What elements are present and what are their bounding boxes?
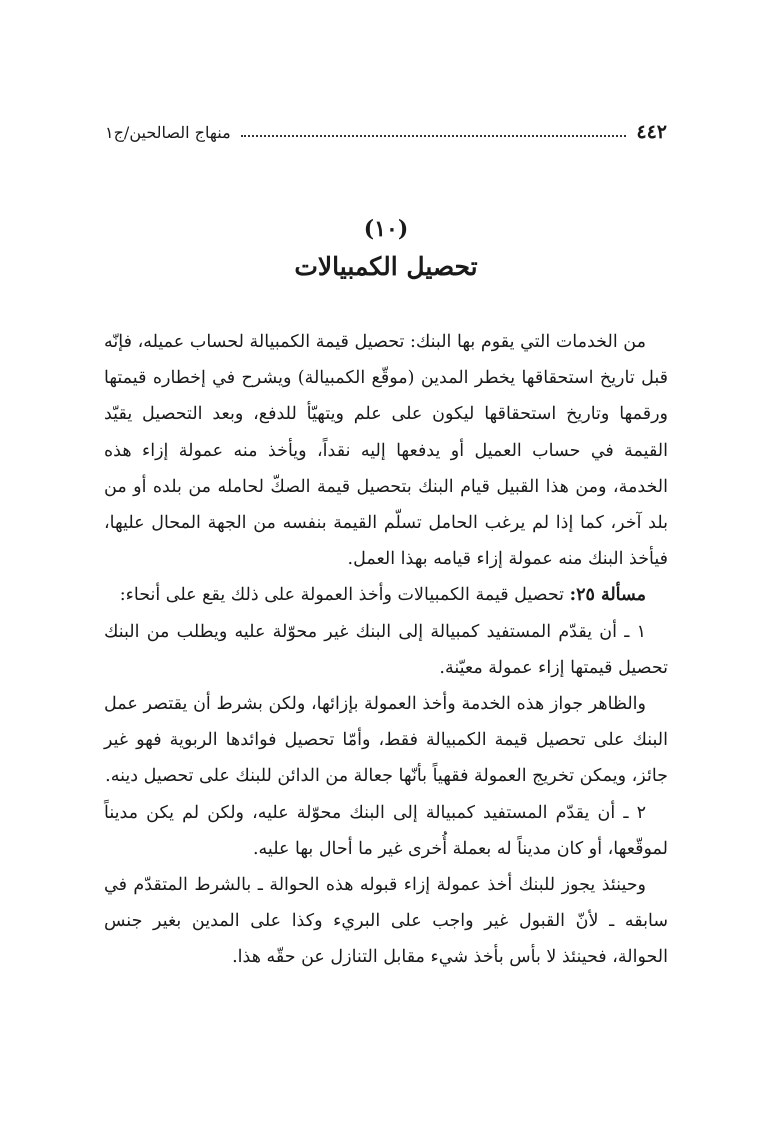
page-number: ٤٤٢ — [636, 121, 667, 143]
paragraph-ruling-2: وحينئذ يجوز للبنك أخذ عمولة إزاء قبوله هذه الحوالة ـ بالشرط المتقدّم في سابقه ـ لأنّ القبول غير واجب على البريء وكذا على المدين بغير جنس الحوالة، فحينئذ لا بأس بأخذ شيء مقابل التنازل عن حقّه هذا. — [104, 875, 668, 968]
paragraph-ruling-1: والظاهر جواز هذه الخدمة وأخذ العمولة بإزائها، ولكن بشرط أن يقتصر عمل البنك على تحصيل قيمة الكمبيالة فقط، وأمّا تحصيل فوائدها الربوية فهو غير جائز، ويمكن تخريج العمولة فقهياً بأنّها جعالة من الدائن للبنك على تحصيل دينه. — [104, 694, 668, 787]
book-title: منهاج الصالحين/ج١ — [105, 122, 231, 142]
body-text — [104, 324, 668, 976]
paragraph-case-2: ٢ ـ أن يقدّم المستفيد كمبيالة إلى البنك محوّلة عليه، ولكن لم يكن مديناً لموقّعها، أو كان مديناً له بعملة أُخرى غير ما أحال بها عليه. — [104, 802, 668, 859]
masala-label: مسألة ٢٥: — [569, 585, 646, 606]
paragraph-intro: من الخدمات التي يقوم بها البنك: تحصيل قيمة الكمبيالة لحساب عميله، فإنّه قبل تاريخ استحقاقها يخطر المدين (موقّع الكمبيالة) ويشرح في إخطاره قيمتها ورقمها وتاريخ استحقاقها ليكون على علم ويتهيّأ للدفع، وبعد التحصيل يقيّد القيمة في حساب العميل أو يدفعها إليه نقداً، ويأخذ منه عمولة إزاء هذه الخدمة، ومن هذا القبيل قيام البنك بتحصيل قيمة الصكّ لحامله من بلده أو من بلد آخر، كما إذا لم يرغب الحامل تسلّم القيمة بنفسه من الجهة المحال عليها، فيأخذ البنك منه عمولة إزاء قيامه بهذا العمل. — [104, 332, 668, 570]
chapter-number: (١٠) — [363, 216, 409, 242]
chapter-title: تحصيل الكمبيالات — [294, 252, 478, 281]
masala-heading — [104, 577, 668, 613]
header-dot-leader — [241, 135, 627, 137]
running-header — [105, 118, 667, 146]
masala-text: تحصيل قيمة الكمبيالات وأخذ العمولة على ذلك يقع على أنحاء: — [119, 585, 570, 606]
paragraph-case-1: ١ ـ أن يقدّم المستفيد كمبيالة إلى البنك غير محوّلة عليه ويطلب من البنك تحصيل قيمتها إزاء عمولة معيّنة. — [104, 621, 668, 678]
